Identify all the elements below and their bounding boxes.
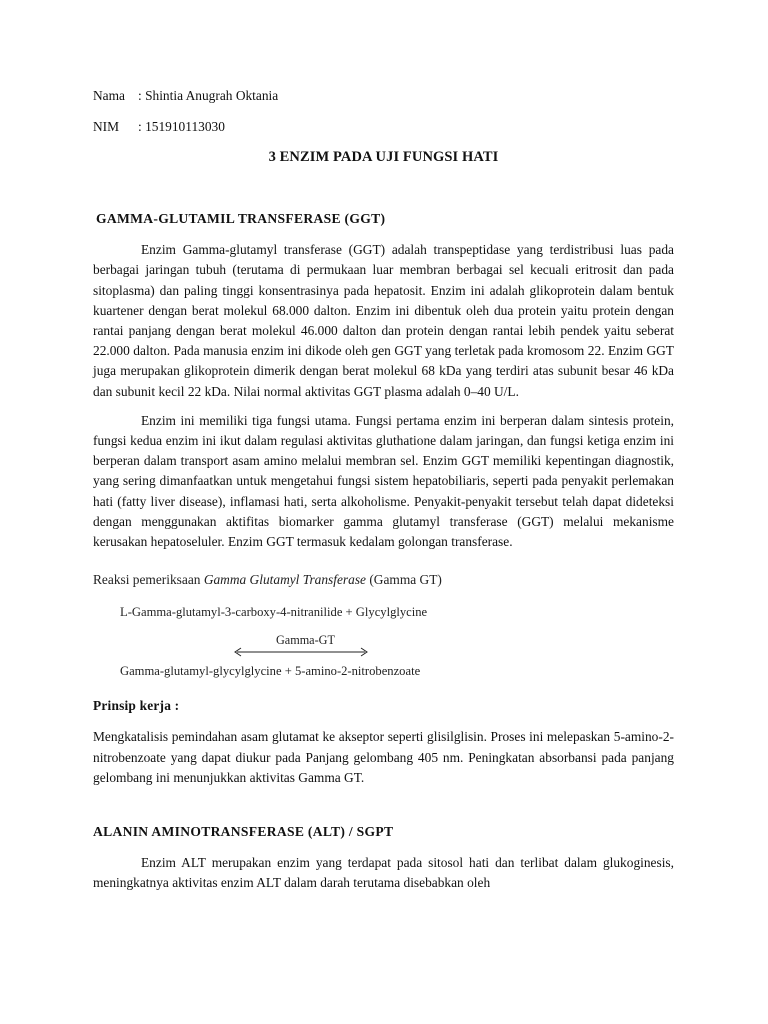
ggt-paragraph-1: Enzim Gamma-glutamyl transferase (GGT) adalah transpeptidase yang terdistribusi luas pada berbagai jaringan tubuh (terutama di permukaan luar membran berbagai sel kecuali eritrosit dan pada sitoplasma) dan paling tinggi konsentrasinya pada hepatosit. Enzim ini adalah glikoprotein dalam bentuk kuartener dengan berat molekul 68.000 dalton. Enzim ini dibentuk oleh dua protein yaitu protein dengan rantai panjang dengan berat molekul 46.000 dalton dan protein dengan rantai lebih pendek yaitu seberat 22.000 dalton. Pada manusia enzim ini dikode oleh gen GGT yang terletak pada kromosom 22. Enzim GGT juga merupakan glikoprotein dimerik dengan berat molekul 68 kDa yang terdiri atas subunit besar 46 kDa dan subunit kecil 22 kDa. Nilai normal aktivitas GGT plasma adalah 0–40 U/L. [93, 242, 674, 399]
reaction-caption [93, 570, 442, 590]
nim-value: : 151910113030 [138, 119, 225, 134]
reaction-caption-suffix: (Gamma GT) [366, 572, 442, 588]
reaction-arrow-icon [231, 646, 371, 658]
document-title: 3 ENZIM PADA UJI FUNGSI HATI [268, 149, 499, 165]
principle-text: Mengkatalisis pemindahan asam glutamat ke akseptor seperti glisilglisin. Proses ini melepaskan 5-amino-2-nitrobenzoate yang dapat diukur pada Panjang gelombang 405 nm. Peningkatan absorbansi pada panjang gelombang ini menunjukkan aktivitas Gamma GT. [93, 729, 674, 785]
document-body [93, 86, 674, 894]
name-label: Nama [93, 88, 125, 103]
alt-heading: ALANIN AMINOTRANSFERASE (ALT) / SGPT [93, 824, 394, 840]
ggt-paragraph-2: Enzim ini memiliki tiga fungsi utama. Fungsi pertama enzim ini berperan dalam sintesis protein, fungsi kedua enzim ini ikut dalam regulasi aktivitas gluthatione dalam jaringan, dan fungsi ketiga enzim ini berperan dalam transport asam amino melalui membran sel. Enzim GGT memiliki kepentingan diagnostik, yang sering dimanfaatkan untuk mengetahui fungsi sistem hepatobiliaris, seperti pada penyakit perlemakan hati (fatty liver disease), inflamasi hati, serta alkoholisme. Penyakit-penyakit tersebut telah dapat dideteksi dengan menggunakan aktifitas biomarker gamma glutamyl transferase (GGT) melalui mekanisme kerusakan hepatoseluler. Enzim GGT termasuk kedalam golongan transferase. [93, 412, 674, 550]
ggt-heading: GAMMA-GLUTAMIL TRANSFERASE (GGT) [96, 211, 386, 226]
name-row [93, 86, 674, 106]
reaction-caption-prefix: Reaksi pemeriksaan [93, 572, 204, 588]
reaction-enzyme: Gamma-GT [276, 633, 335, 648]
reaction-substrates: L-Gamma-glutamyl-3-carboxy-4-nitranilide + Glycylglycine [120, 605, 428, 620]
reaction-products: Gamma-glutamyl-glycylglycine + 5-amino-2-nitrobenzoate [120, 664, 421, 679]
nim-row [93, 117, 674, 137]
reaction-figure [93, 570, 674, 682]
alt-paragraph-1: Enzim ALT merupakan enzim yang terdapat pada sitosol hati dan terlibat dalam glukoginesis, meningkatnya aktivitas enzim ALT dalam darah terutama disebabkan oleh [93, 855, 674, 891]
name-value: : Shintia Anugrah Oktania [138, 88, 279, 103]
nim-label: NIM [93, 119, 120, 134]
reaction-caption-italic: Gamma Glutamyl Transferase [203, 572, 366, 588]
principle-heading: Prinsip kerja : [93, 698, 180, 714]
